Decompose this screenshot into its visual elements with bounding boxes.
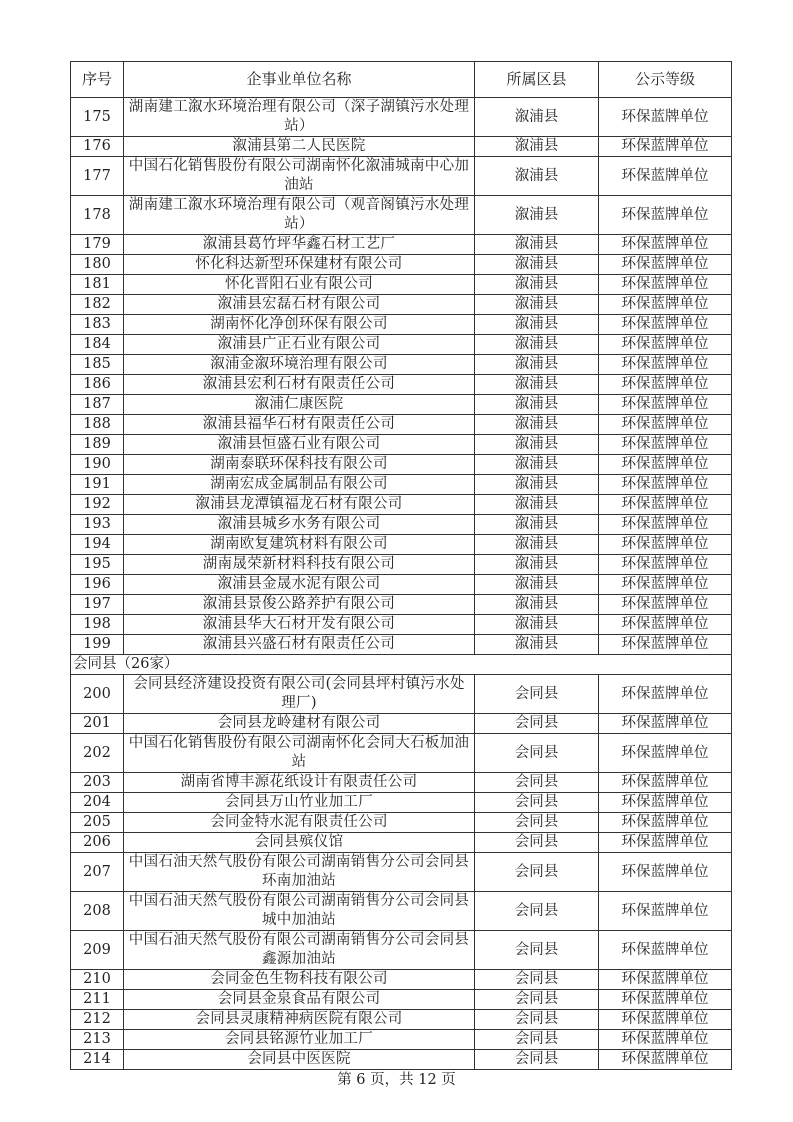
cell-name: 会同县龙岭建材有限公司: [124, 714, 475, 734]
cell-level: 环保蓝牌单位: [599, 415, 732, 435]
cell-name: 溆浦县宏利石材有限责任公司: [124, 375, 475, 395]
cell-name: 中国石油天然气股份有限公司湖南销售分公司会同县城中加油站: [124, 892, 475, 931]
cell-name: 湖南晟荣新材料科技有限公司: [124, 555, 475, 575]
cell-county: 溆浦县: [475, 415, 599, 435]
table-header: [71, 62, 732, 98]
cell-name: 溆浦仁康医院: [124, 395, 475, 415]
table-row: [71, 1050, 732, 1070]
table-row: [71, 595, 732, 615]
cell-no: 205: [71, 813, 124, 833]
cell-no: 179: [71, 235, 124, 255]
cell-county: 溆浦县: [475, 615, 599, 635]
cell-no: 208: [71, 892, 124, 931]
cell-county: 溆浦县: [475, 295, 599, 315]
cell-county: 会同县: [475, 853, 599, 892]
cell-level: 环保蓝牌单位: [599, 793, 732, 813]
cell-name: 溆浦县恒盛石业有限公司: [124, 435, 475, 455]
cell-no: 195: [71, 555, 124, 575]
cell-county: 溆浦县: [475, 235, 599, 255]
table-row: [71, 555, 732, 575]
section-row: [71, 655, 732, 675]
cell-county: 会同县: [475, 931, 599, 970]
cell-no: 175: [71, 98, 124, 137]
cell-county: 溆浦县: [475, 275, 599, 295]
cell-level: 环保蓝牌单位: [599, 355, 732, 375]
cell-level: 环保蓝牌单位: [599, 255, 732, 275]
table-row: [71, 615, 732, 635]
cell-name: 湖南建工溆水环境治理有限公司（观音阁镇污水处理站）: [124, 196, 475, 235]
cell-level: 环保蓝牌单位: [599, 375, 732, 395]
cell-level: 环保蓝牌单位: [599, 275, 732, 295]
cell-name: 湖南建工溆水环境治理有限公司（深子湖镇污水处理站）: [124, 98, 475, 137]
header-level: 公示等级: [599, 62, 732, 98]
table-row: [71, 495, 732, 515]
cell-county: 溆浦县: [475, 635, 599, 655]
table-row: [71, 892, 732, 931]
cell-county: 溆浦县: [475, 315, 599, 335]
enterprise-table: [70, 61, 732, 1070]
cell-level: 环保蓝牌单位: [599, 335, 732, 355]
table-row: [71, 455, 732, 475]
cell-no: 185: [71, 355, 124, 375]
cell-name: 溆浦县金晟水泥有限公司: [124, 575, 475, 595]
cell-county: 会同县: [475, 675, 599, 714]
cell-county: 溆浦县: [475, 255, 599, 275]
cell-county: 会同县: [475, 734, 599, 773]
cell-name: 中国石油天然气股份有限公司湖南销售分公司会同县鑫源加油站: [124, 931, 475, 970]
table-row: [71, 714, 732, 734]
table-row: [71, 931, 732, 970]
table-row: [71, 853, 732, 892]
cell-level: 环保蓝牌单位: [599, 833, 732, 853]
header-county: 所属区县: [475, 62, 599, 98]
cell-level: 环保蓝牌单位: [599, 714, 732, 734]
cell-county: 溆浦县: [475, 575, 599, 595]
cell-name: 会同县金泉食品有限公司: [124, 990, 475, 1010]
table-row: [71, 575, 732, 595]
table-row: [71, 415, 732, 435]
cell-name: 溆浦县广正石业有限公司: [124, 335, 475, 355]
cell-name: 中国石化销售股份有限公司湖南怀化溆浦城南中心加油站: [124, 157, 475, 196]
cell-name: 怀化科达新型环保建材有限公司: [124, 255, 475, 275]
table-row: [71, 196, 732, 235]
cell-name: 溆浦县景俊公路养护有限公司: [124, 595, 475, 615]
cell-name: 湖南欧复建筑材料有限公司: [124, 535, 475, 555]
cell-county: 会同县: [475, 833, 599, 853]
cell-no: 199: [71, 635, 124, 655]
table-row: [71, 535, 732, 555]
table-row: [71, 675, 732, 714]
cell-no: 180: [71, 255, 124, 275]
cell-level: 环保蓝牌单位: [599, 157, 732, 196]
cell-level: 环保蓝牌单位: [599, 773, 732, 793]
cell-name: 会同金色生物科技有限公司: [124, 970, 475, 990]
cell-name: 溆浦县龙潭镇福龙石材有限公司: [124, 495, 475, 515]
cell-no: 200: [71, 675, 124, 714]
cell-county: 溆浦县: [475, 157, 599, 196]
cell-name: 溆浦县城乡水务有限公司: [124, 515, 475, 535]
table-row: [71, 255, 732, 275]
cell-level: 环保蓝牌单位: [599, 315, 732, 335]
table-row: [71, 275, 732, 295]
cell-no: 211: [71, 990, 124, 1010]
cell-no: 213: [71, 1030, 124, 1050]
cell-name: 湖南怀化净创环保有限公司: [124, 315, 475, 335]
cell-name: 怀化晋阳石业有限公司: [124, 275, 475, 295]
section-label: 会同县（26家）: [71, 655, 732, 675]
page-footer: 第 6 页，共 12 页: [337, 1072, 456, 1088]
cell-name: 会同县中医医院: [124, 1050, 475, 1070]
cell-county: 会同县: [475, 773, 599, 793]
cell-level: 环保蓝牌单位: [599, 1030, 732, 1050]
cell-county: 会同县: [475, 892, 599, 931]
table-row: [71, 635, 732, 655]
cell-level: 环保蓝牌单位: [599, 495, 732, 515]
cell-name: 溆浦县葛竹坪华鑫石材工艺厂: [124, 235, 475, 255]
cell-level: 环保蓝牌单位: [599, 853, 732, 892]
table-row: [71, 833, 732, 853]
cell-level: 环保蓝牌单位: [599, 535, 732, 555]
table-row: [71, 515, 732, 535]
table-row: [71, 157, 732, 196]
cell-name: 中国石化销售股份有限公司湖南怀化会同大石板加油站: [124, 734, 475, 773]
cell-no: 207: [71, 853, 124, 892]
table-row: [71, 435, 732, 455]
cell-name: 中国石油天然气股份有限公司湖南销售分公司会同县环南加油站: [124, 853, 475, 892]
table-row: [71, 295, 732, 315]
cell-level: 环保蓝牌单位: [599, 931, 732, 970]
table-row: [71, 773, 732, 793]
cell-county: 溆浦县: [475, 196, 599, 235]
cell-county: 会同县: [475, 1010, 599, 1030]
cell-county: 溆浦县: [475, 535, 599, 555]
cell-county: 溆浦县: [475, 355, 599, 375]
cell-name: 溆浦县华大石材开发有限公司: [124, 615, 475, 635]
cell-no: 184: [71, 335, 124, 355]
cell-level: 环保蓝牌单位: [599, 813, 732, 833]
cell-county: 溆浦县: [475, 395, 599, 415]
cell-no: 214: [71, 1050, 124, 1070]
cell-no: 178: [71, 196, 124, 235]
cell-level: 环保蓝牌单位: [599, 455, 732, 475]
cell-county: 溆浦县: [475, 455, 599, 475]
cell-level: 环保蓝牌单位: [599, 235, 732, 255]
cell-no: 190: [71, 455, 124, 475]
cell-county: 会同县: [475, 990, 599, 1010]
cell-no: 197: [71, 595, 124, 615]
cell-no: 204: [71, 793, 124, 813]
cell-no: 201: [71, 714, 124, 734]
cell-name: 会同县灵康精神病医院有限公司: [124, 1010, 475, 1030]
table-row: [71, 355, 732, 375]
cell-no: 189: [71, 435, 124, 455]
cell-level: 环保蓝牌单位: [599, 196, 732, 235]
cell-level: 环保蓝牌单位: [599, 295, 732, 315]
table-row: [71, 813, 732, 833]
cell-name: 溆浦金溆环境治理有限公司: [124, 355, 475, 375]
cell-no: 193: [71, 515, 124, 535]
cell-name: 湖南泰联环保科技有限公司: [124, 455, 475, 475]
table-row: [71, 475, 732, 495]
cell-county: 溆浦县: [475, 475, 599, 495]
table-row: [71, 137, 732, 157]
cell-level: 环保蓝牌单位: [599, 98, 732, 137]
cell-name: 会同县铭源竹业加工厂: [124, 1030, 475, 1050]
cell-no: 188: [71, 415, 124, 435]
cell-name: 会同县万山竹业加工厂: [124, 793, 475, 813]
cell-no: 209: [71, 931, 124, 970]
cell-no: 203: [71, 773, 124, 793]
cell-no: 202: [71, 734, 124, 773]
cell-no: 196: [71, 575, 124, 595]
cell-level: 环保蓝牌单位: [599, 595, 732, 615]
table-row: [71, 315, 732, 335]
cell-no: 187: [71, 395, 124, 415]
cell-county: 溆浦县: [475, 495, 599, 515]
cell-level: 环保蓝牌单位: [599, 137, 732, 157]
table-row: [71, 793, 732, 813]
cell-name: 会同县经济建设投资有限公司(会同县坪村镇污水处理厂): [124, 675, 475, 714]
cell-county: 会同县: [475, 1030, 599, 1050]
cell-name: 湖南宏成金属制品有限公司: [124, 475, 475, 495]
table-row: [71, 970, 732, 990]
cell-name: 溆浦县福华石材有限责任公司: [124, 415, 475, 435]
cell-no: 177: [71, 157, 124, 196]
cell-level: 环保蓝牌单位: [599, 615, 732, 635]
cell-county: 溆浦县: [475, 375, 599, 395]
cell-level: 环保蓝牌单位: [599, 395, 732, 415]
cell-name: 湖南省博丰源花纸设计有限责任公司: [124, 773, 475, 793]
cell-level: 环保蓝牌单位: [599, 475, 732, 495]
cell-county: 会同县: [475, 970, 599, 990]
cell-county: 会同县: [475, 813, 599, 833]
cell-no: 212: [71, 1010, 124, 1030]
cell-level: 环保蓝牌单位: [599, 515, 732, 535]
table-row: [71, 1010, 732, 1030]
cell-no: 192: [71, 495, 124, 515]
cell-level: 环保蓝牌单位: [599, 555, 732, 575]
cell-name: 溆浦县兴盛石材有限责任公司: [124, 635, 475, 655]
cell-county: 溆浦县: [475, 595, 599, 615]
table-row: [71, 335, 732, 355]
cell-no: 186: [71, 375, 124, 395]
cell-level: 环保蓝牌单位: [599, 1010, 732, 1030]
table-row: [71, 395, 732, 415]
cell-county: 溆浦县: [475, 435, 599, 455]
cell-county: 溆浦县: [475, 137, 599, 157]
table-row: [71, 734, 732, 773]
cell-no: 181: [71, 275, 124, 295]
cell-county: 会同县: [475, 714, 599, 734]
cell-no: 182: [71, 295, 124, 315]
cell-no: 198: [71, 615, 124, 635]
cell-name: 会同金特水泥有限责任公司: [124, 813, 475, 833]
cell-county: 溆浦县: [475, 515, 599, 535]
cell-county: 溆浦县: [475, 335, 599, 355]
header-name: 企事业单位名称: [124, 62, 475, 98]
cell-no: 191: [71, 475, 124, 495]
cell-level: 环保蓝牌单位: [599, 435, 732, 455]
cell-level: 环保蓝牌单位: [599, 990, 732, 1010]
cell-no: 210: [71, 970, 124, 990]
table-row: [71, 98, 732, 137]
cell-county: 溆浦县: [475, 98, 599, 137]
cell-level: 环保蓝牌单位: [599, 635, 732, 655]
cell-level: 环保蓝牌单位: [599, 1050, 732, 1070]
cell-no: 183: [71, 315, 124, 335]
cell-name: 溆浦县宏磊石材有限公司: [124, 295, 475, 315]
cell-level: 环保蓝牌单位: [599, 575, 732, 595]
cell-no: 194: [71, 535, 124, 555]
cell-county: 会同县: [475, 1050, 599, 1070]
table-row: [71, 235, 732, 255]
header-no: 序号: [71, 62, 124, 98]
table-row: [71, 375, 732, 395]
cell-name: 溆浦县第二人民医院: [124, 137, 475, 157]
table-row: [71, 990, 732, 1010]
cell-county: 会同县: [475, 793, 599, 813]
table-row: [71, 1030, 732, 1050]
cell-level: 环保蓝牌单位: [599, 892, 732, 931]
cell-level: 环保蓝牌单位: [599, 734, 732, 773]
cell-level: 环保蓝牌单位: [599, 970, 732, 990]
cell-county: 溆浦县: [475, 555, 599, 575]
cell-no: 176: [71, 137, 124, 157]
cell-level: 环保蓝牌单位: [599, 675, 732, 714]
cell-name: 会同县殡仪馆: [124, 833, 475, 853]
cell-no: 206: [71, 833, 124, 853]
